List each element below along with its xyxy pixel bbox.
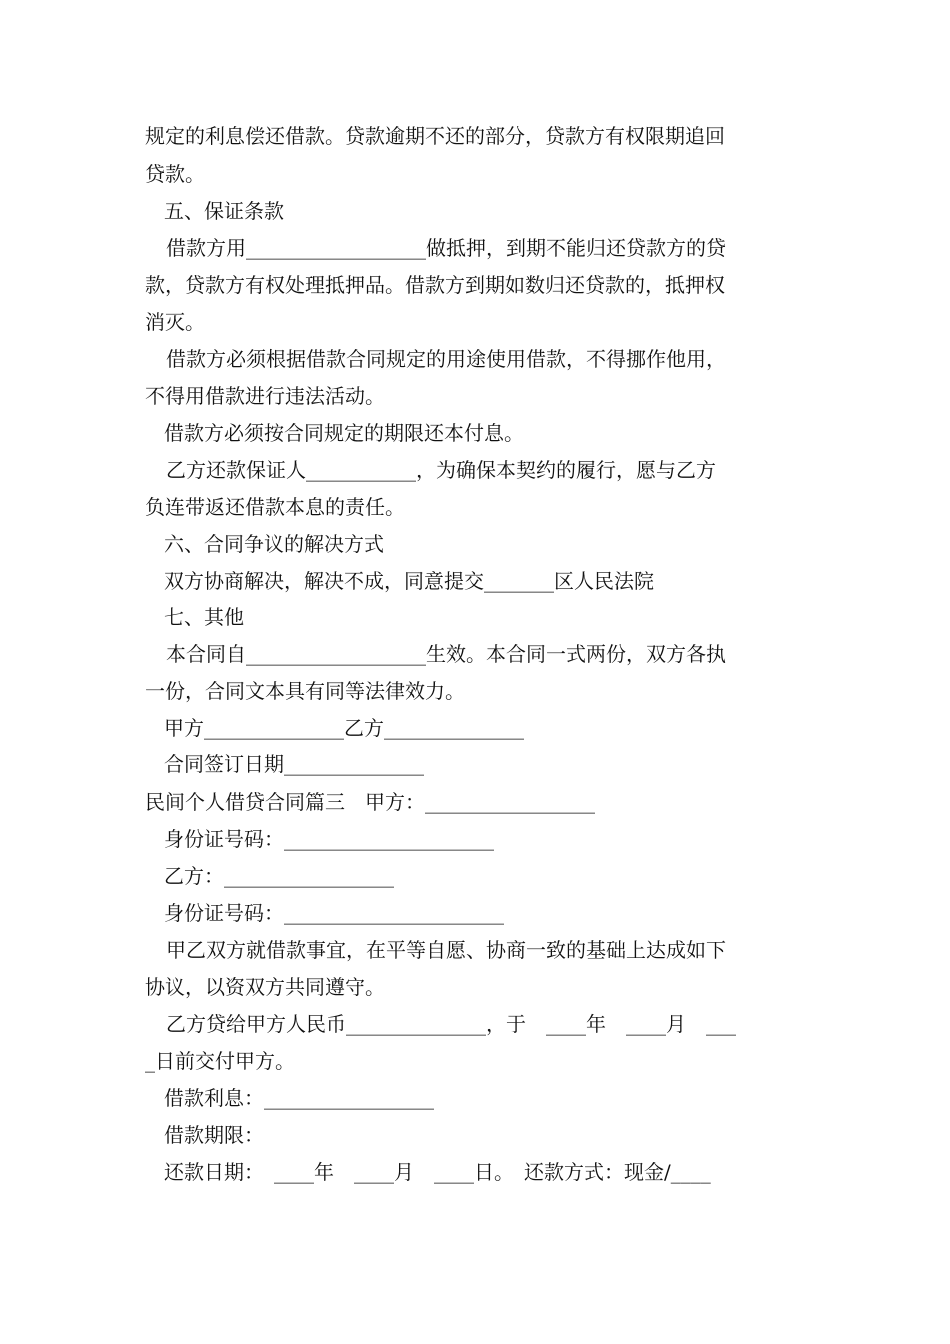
text-line: 甲乙双方就借款事宜，在平等自愿、协商一致的基础上达成如下	[166, 938, 726, 962]
text-line: 乙方还款保证人___________，为确保本契约的履行，愿与乙方	[166, 458, 716, 482]
text-line: 消灭。	[145, 310, 205, 334]
text-line: 乙方贷给甲方人民币______________，于 ____年 ____月 ___	[166, 1012, 736, 1036]
section-heading: 六、合同争议的解决方式	[164, 532, 384, 556]
text-line: 贷款。	[145, 162, 205, 186]
text-line: 一份，合同文本具有同等法律效力。	[145, 679, 465, 703]
interest-line: 借款利息：_________________	[164, 1086, 434, 1110]
text-line: 借款方必须按合同规定的期限还本付息。	[164, 421, 524, 445]
term-line: 借款期限：	[164, 1123, 264, 1147]
party-b-line: 乙方：_________________	[164, 864, 394, 888]
text-line: _日前交付甲方。	[145, 1049, 295, 1073]
repayment-line: 还款日期： ____年 ____月 ____日。 还款方式：现金/____	[164, 1160, 711, 1184]
text-line: 款，贷款方有权处理抵押品。借款方到期如数归还贷款的，抵押权	[145, 273, 725, 297]
id-number-line: 身份证号码：______________________	[164, 901, 504, 925]
text-line: 协议，以资双方共同遵守。	[145, 975, 385, 999]
text-line: 规定的利息偿还借款。贷款逾期不还的部分，贷款方有权限期追回	[145, 124, 725, 148]
text-line: 借款方用__________________做抵押，到期不能归还贷款方的贷	[166, 236, 726, 260]
contract-title-line: 民间个人借贷合同篇三 甲方：_________________	[145, 790, 595, 814]
text-line: 负连带返还借款本息的责任。	[145, 495, 405, 519]
section-heading: 七、其他	[164, 605, 244, 629]
text-line: 本合同自__________________生效。本合同一式两份，双方各执	[166, 642, 726, 666]
signature-line: 甲方______________乙方______________	[164, 716, 524, 740]
id-number-line: 身份证号码：_____________________	[164, 827, 494, 851]
text-line: 不得用借款进行违法活动。	[145, 384, 385, 408]
text-line: 借款方必须根据借款合同规定的用途使用借款，不得挪作他用，	[166, 347, 726, 371]
text-line: 双方协商解决，解决不成，同意提交_______区人民法院	[164, 569, 654, 593]
signing-date-line: 合同签订日期______________	[164, 752, 424, 776]
section-heading: 五、保证条款	[164, 199, 284, 223]
